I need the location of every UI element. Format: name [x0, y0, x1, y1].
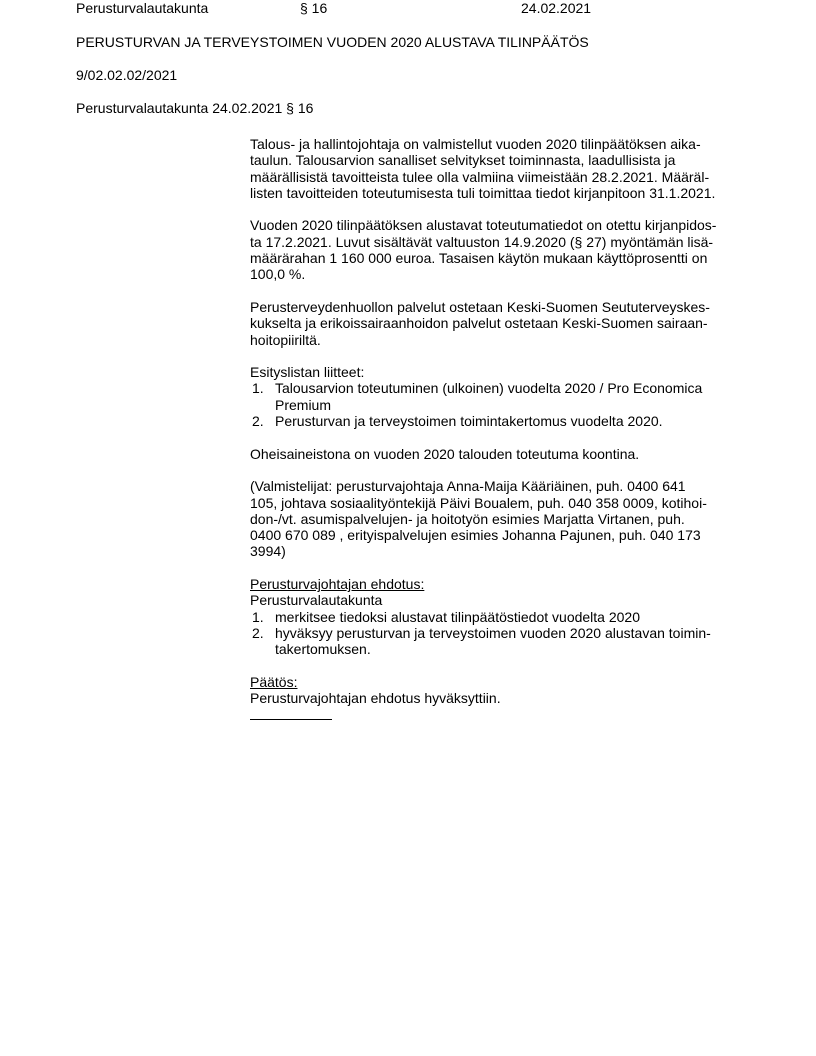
document-title: PERUSTURVAN JA TERVEYSTOIMEN VUODEN 2020 ALUSTAVA TILINPÄÄTÖS — [76, 34, 589, 50]
proposal-text: merkitsee tiedoksi alustavat tilinpäätöstiedot vuodelta 2020 — [275, 608, 640, 625]
attachments-list — [250, 380, 750, 429]
paragraph-schedule — [250, 136, 750, 201]
proposal-text: takertomuksen. — [275, 641, 371, 658]
text-line: määrällisistä tavoitteista tulee olla valmiina viimeistään 28.2.2021. Määräl- — [250, 168, 710, 185]
decision-text: Perusturvajohtajan ehdotus hyväksyttiin. — [250, 690, 501, 707]
text-line: ta 17.2.2021. Luvut sisältävät valtuuston 14.9.2020 (§ 27) myöntämän lisä- — [250, 233, 714, 250]
paragraph-purchased-services — [250, 299, 750, 348]
text-line: 105, johtava sosiaalityöntekijä Päivi Boualem, puh. 040 358 0009, kotihoi- — [250, 494, 707, 511]
list-number: 1. — [252, 380, 264, 397]
attachment-text: Perusturvan ja terveystoimen toimintakertomus vuodelta 2020. — [275, 413, 663, 430]
text-line: (Valmistelijat: perusturvajohtaja Anna-Maija Kääriäinen, puh. 0400 641 — [250, 478, 686, 495]
list-number: 2. — [252, 624, 264, 641]
supplementary-material — [250, 446, 750, 462]
text-line: Perusterveydenhuollon palvelut ostetaan Keski-Suomen Seututerveyskes- — [250, 298, 710, 315]
attachments-section — [250, 364, 750, 429]
meeting-reference: Perusturvalautakunta 24.02.2021 § 16 — [76, 100, 314, 116]
text-line: Talous- ja hallintojohtaja on valmistellut vuoden 2020 tilinpäätöksen aika- — [250, 136, 701, 152]
text-line: 100,0 %. — [250, 266, 306, 283]
attachment-text: Talousarvion toteutuminen (ulkoinen) vuodelta 2020 / Pro Economica — [275, 380, 703, 397]
decision-section — [250, 674, 750, 721]
paragraph-preliminary-figures — [250, 217, 750, 282]
list-number: 2. — [252, 413, 264, 430]
text-line: Oheisaineistona on vuoden 2020 talouden toteutuma koontina. — [250, 445, 640, 462]
proposal-section — [250, 576, 750, 657]
text-line: listen tavoitteiden toteutumisesta tuli toimittaa tiedot kirjanpitoon 31.1.2021. — [250, 184, 716, 201]
end-rule — [250, 719, 332, 720]
preparers-paragraph — [250, 478, 750, 559]
proposal-list — [250, 609, 750, 658]
proposal-item — [250, 625, 750, 658]
document-body — [250, 136, 750, 720]
attachment-item — [250, 380, 750, 413]
proposal-subject: Perusturvalautakunta — [250, 592, 383, 609]
proposal-heading: Perusturvajohtajan ehdotus: — [250, 576, 425, 593]
proposal-item — [250, 609, 750, 625]
attachments-heading: Esityslistan liitteet: — [250, 364, 365, 381]
list-number: 1. — [252, 608, 264, 625]
header-date: 24.02.2021 — [521, 0, 592, 16]
header-section-number: § 16 — [300, 0, 328, 16]
text-line: 0400 670 089 , erityispalvelujen esimies Johanna Pajunen, puh. 040 173 — [250, 527, 701, 544]
header-committee: Perusturvalautakunta — [76, 0, 209, 16]
text-line: 3994) — [250, 543, 286, 560]
diary-number: 9/02.02.02/2021 — [76, 67, 178, 83]
attachment-text: Premium — [275, 396, 332, 413]
text-line: don-/vt. asumispalvelujen- ja hoitotyön esimies Marjatta Virtanen, puh. — [250, 510, 685, 527]
attachment-item — [250, 413, 750, 429]
text-line: kukselta ja erikoissairaanhoidon palvelut ostetaan Keski-Suomen sairaan- — [250, 315, 708, 332]
text-line: Vuoden 2020 tilinpäätöksen alustavat toteutumatiedot on otettu kirjanpidos- — [250, 217, 717, 234]
text-line: taulun. Talousarvion sanalliset selvitykset toiminnasta, laadullisista ja — [250, 152, 676, 169]
text-line: hoitopiiriltä. — [250, 331, 321, 348]
proposal-text: hyväksyy perusturvan ja terveystoimen vuoden 2020 alustavan toimin- — [275, 624, 711, 641]
text-line: määrärahan 1 160 000 euroa. Tasaisen käytön mukaan käyttöprosentti on — [250, 250, 708, 267]
decision-heading: Päätös: — [250, 673, 298, 690]
